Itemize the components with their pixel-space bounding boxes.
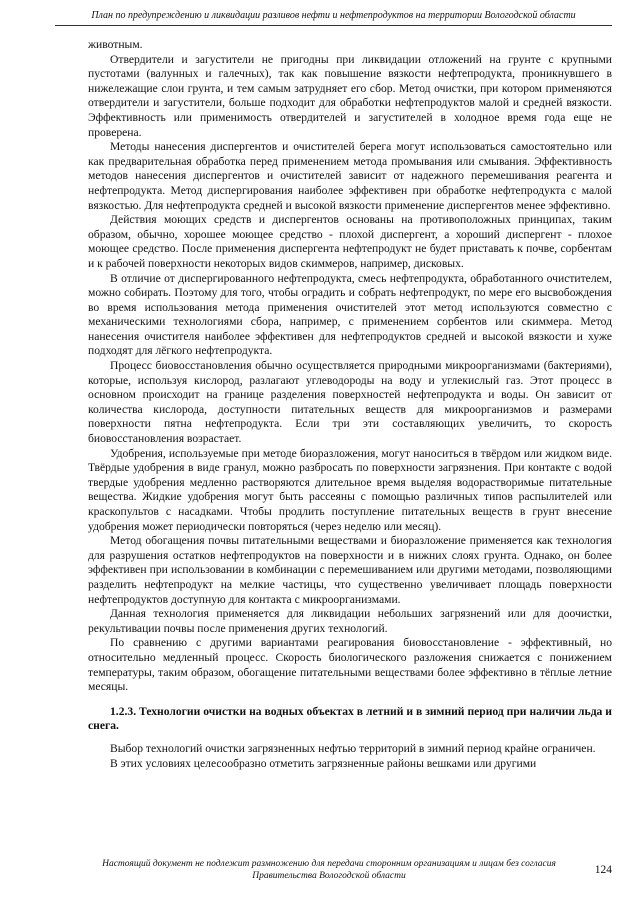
paragraph: Процесс биовосстановления обычно осуществляется природными микроорганизмами (бактериями), которые, используя кислород, разлагают углеводороды на воду и углекислый газ. Этот процесс в основном происходит на границе разделения поверхностей нефтепродукта и воды. Он зависит от количества кислорода, доступности питательных веществ для микроорганизмов и размерами поверхности пятна нефтепродукта. Если три эти составляющих увеличить, то скорость биовосстановления возрастает. xyxy=(88,359,612,446)
paragraph: Методы нанесения диспергентов и очистителей берега могут использоваться самостоятельно или как предварительная обработка перед применением метода промывания или смывания. Эффективность методов нанесения диспергентов и очистителей зависит от надежного перемешивания реагента и нефтепродукта. Метод диспергирования наиболее эффективен при обработке нефтепродукта с малой вязкостью. Для нефтепродукта средней и высокой вязкости применение диспергентов менее эффективно. xyxy=(88,140,612,212)
running-header: План по предупреждению и ликвидации разливов нефти и нефтепродуктов на территории Вологодской области xyxy=(91,10,576,21)
paragraph: По сравнению с другими вариантами реагирования биовосстановление - эффективный, но относительно медленный процесс. Скорость биологического разложения снижается с понижением температуры, таким образом, обогащение питательными веществами более эффективно в тёплые летние месяцы. xyxy=(88,636,612,694)
paragraph: Удобрения, используемые при методе биоразложения, могут наноситься в твёрдом или жидком виде. Твёрдые удобрения в виде гранул, можно разбросать по поверхности загрязнения. При контакте с водой твердые удобрения медленно растворяются длительное время выделяя водорастворимые питательные вещества. Жидкие удобрения могут быть рассеяны с помощью различных типов распылителей или краскопультов с насадками. Чтобы продлить поступление питательных веществ в грунт внесение удобрения может периодически повторяться (через неделю или месяц). xyxy=(88,446,612,533)
paragraph: В отличие от диспергированного нефтепродукта, смесь нефтепродукта, обработанного очистителем, можно собирать. Поэтому для того, чтобы оградить и собрать нефтепродукт, по мере его высвобождения во время использования метода применения очистителей этот метод используются совместно с механическими технологиями сбора, например, с применением сорбентов или скиммера. Метод нанесения очистителя наиболее эффективен для нефтепродуктов средней и высокой вязкости и хуже подходят для лёгкого нефтепродукта. xyxy=(88,271,612,358)
page-number: 124 xyxy=(594,864,612,876)
running-footer: Настоящий документ не подлежит размножению для передачи сторонним организациям и лицам без согласия Правительства Вологодской области xyxy=(102,859,556,881)
paragraph: Действия моющих средств и диспергентов основаны на противоположных принципах, таким образом, обычно, хорошее моющее средство - плохой диспергент, а хороший диспергент - плохое моющее средство. После применения диспергента нефтепродукт не будет приставать к почве, сорбентам и к рабочей поверхности некоторых видов скиммеров, например, дисковых. xyxy=(88,213,612,270)
paragraph: Данная технология применяется для ликвидации небольших загрязнений или для доочистки, рекультивации почвы после применения других технологий. xyxy=(88,607,612,635)
paragraph: животным. xyxy=(88,38,143,51)
paragraph: Метод обогащения почвы питательными веществами и биоразложение применяется как технология для разрушения остатков нефтепродуктов на поверхности и в нижних слоях грунта. Однако, он более эффективен при использовании в комбинации с перемешиванием или другими методами, позволяющими разделить нефтепродукт на мелкие частицы, что существенно увеличивает площадь поверхности нефтепродуктов доступную для контакта с микроорганизмами. xyxy=(88,534,612,606)
paragraph: Отвердители и загустители не пригодны при ликвидации отложений на грунте с крупными пустотами (валунных и галечных), так как повышение вязкости нефтепродукта, проникнувшего в нижележащие слои грунта, и тем самым затрудняет его сбор. Метод очистки, при котором применяются отвердители и загустители, больше подходит для обработки нефтепродуктов малой и средней вязкости. Эффективность или применимость отвердителей и загустителей в холодное время года еще не проверена. xyxy=(88,52,612,139)
paragraph: Выбор технологий очистки загрязненных нефтью территорий в зимний период крайне ограничен. xyxy=(110,741,596,755)
paragraph: В этих условиях целесообразно отметить загрязненные районы вешками или другими xyxy=(110,756,537,770)
section-heading: 1.2.3. Технологии очистки на водных объектах в летний и в зимний период при наличии льда и снега. xyxy=(88,704,612,733)
header-rule xyxy=(55,25,612,26)
document-body xyxy=(88,38,612,771)
